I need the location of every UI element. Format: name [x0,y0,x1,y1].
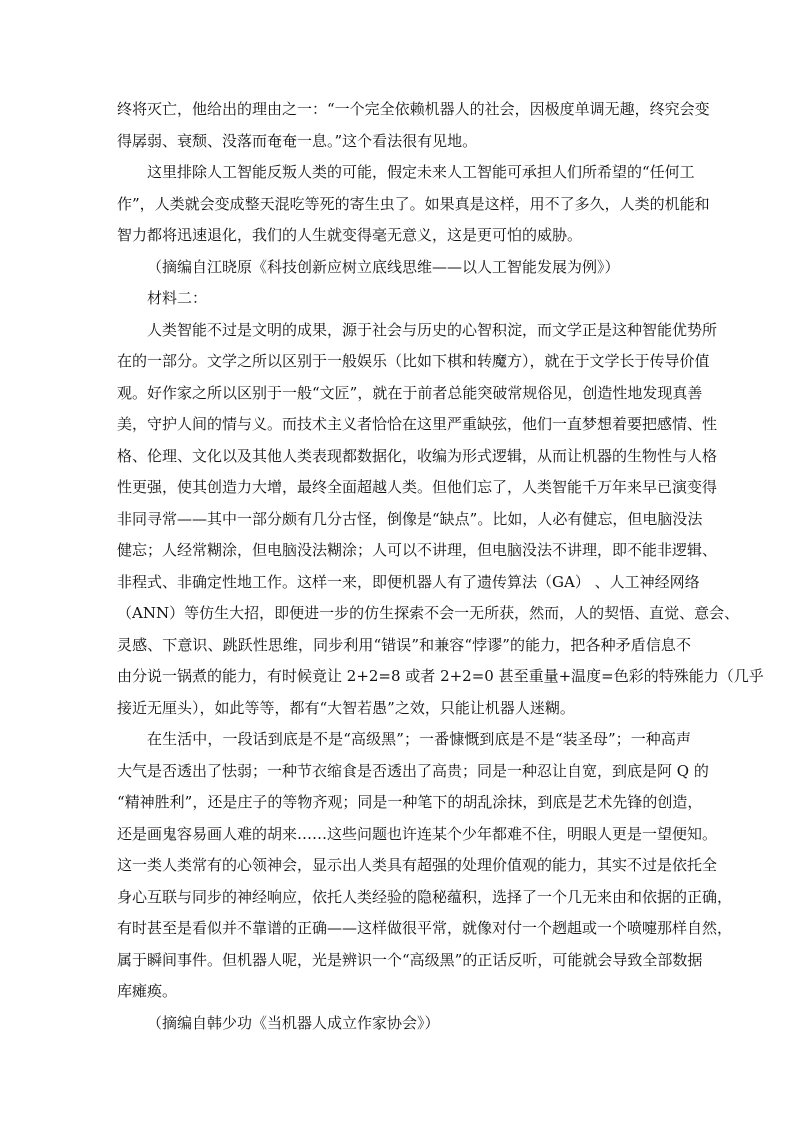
paragraph-line: 美，守护人间的情与义。而技术主义者恰恰在这里严重缺弦，他们一直梦想着要把感情、性 [117,415,718,433]
paragraph-line: 终将灭亡，他给出的理由之一：“一个完全依赖机器人的社会，因极度单调无趣，终究会变 [117,100,710,118]
paragraph-line: “精神胜利”，还是庄子的等物齐观；同是一种笔下的胡乱涂抹，到底是艺术先锋的创造， [117,793,703,811]
source-citation: （摘编自韩少功《当机器人成立作家协会》） [147,1013,440,1032]
paragraph-line: 得孱弱、衰颓、没落而奄奄一息。”这个看法很有见地。 [117,131,478,150]
paragraph-line: 还是画鬼容易画人难的胡来……这些问题也许连某个少年都难不住，明眼人更是一望便知。 [117,824,718,843]
paragraph-line: 接近无厘头），如此等等，都有“大智若愚”之效，只能让机器人迷糊。 [117,698,575,717]
paragraph-line: 大气是否透出了怯弱；一种节衣缩食是否透出了高贵；同是一种忍让自宽，到底是阿 Q 的 [117,761,709,780]
paragraph-line: 灵感、下意识、跳跃性思维，同步利用“错误”和兼容“悖谬”的能力，把各种矛盾信息不 [117,635,691,654]
paragraph-line: 观。好作家之所以区别于一般“文匠”，就在于前者总能突破常规俗见，创造性地发现真善 [117,383,703,402]
paragraph-line: 库瘫痪。 [117,982,178,1000]
paragraph-line: 健忘；人经常糊涂，但电脑没法糊涂；人可以不讲理，但电脑没法不讲理，即不能非逻辑、 [117,541,718,559]
document-body [117,94,764,1039]
section-heading: 材料二： [147,289,208,307]
paragraph-line: （ANN）等仿生大招，即便进一步的仿生探索不会一无所获，然而，人的契悟、直觉、意会、 [117,604,740,622]
source-citation: （摘编自江晓原《科技创新应树立底线思维——以人工智能发展为例》） [147,257,620,276]
paragraph-line: 非同寻常——其中一部分颇有几分古怪，倒像是“缺点”。比如，人必有健忘，但电脑没法 [117,509,703,528]
paragraph-line: 属于瞬间事件。但机器人呢，光是辨识一个“高级黑”的正话反听，可能就会导致全部数据 [117,950,703,969]
paragraph-line: 格、伦理、文化以及其他人类表现都数据化，收编为形式逻辑，从而让机器的生物性与人格 [117,446,718,465]
paragraph-line: 在的一部分。文学之所以区别于一般娱乐（比如下棋和转魔方），就在于文学长于传导价值 [117,352,710,370]
paragraph-line: 智力都将迅速退化，我们的人生就变得毫无意义，这是更可怕的威胁。 [117,226,583,244]
paragraph-line: 这里排除人工智能反叛人类的可能，假定未来人工智能可承担人们所希望的“任何工 [147,163,695,181]
paragraph-line: 有时甚至是看似并不靠谱的正确——这样做很平常，就像对付一个趔趄或一个喷嚏那样自然， [117,919,733,937]
paragraph-line: 这一类人类常有的心领神会，显示出人类具有超强的处理价值观的能力，其实不过是依托全 [117,856,718,874]
paragraph-line: 人类智能不过是文明的成果，源于社会与历史的心智积淀，而文学正是这种智能优势所 [147,320,718,339]
paragraph-line: 性更强，使其创造力大增，最终全面超越人类。但他们忘了，人类智能千万年来早已演变得 [117,478,718,496]
paragraph-line: 身心互联与同步的神经响应，依托人类经验的隐秘蕴积，选择了一个几无来由和依据的正确， [117,887,733,906]
paragraph-line: 由分说一锅煮的能力，有时候竟让 2+2=8 或者 2+2=0 甚至重量+温度=色彩的特殊能力（几乎 [117,667,764,685]
paragraph-line: 作”，人类就会变成整天混吃等死的寄生虫了。如果真是这样，用不了多久，人类的机能和 [117,194,710,213]
paragraph-line: 在生活中，一段话到底是不是“高级黑”；一番慷慨到底是不是“装圣母”；一种高声 [147,730,691,748]
paragraph-line: 非程式、非确定性地工作。这样一来，即便机器人有了遗传算法（GA） 、人工神经网络 [117,572,700,591]
